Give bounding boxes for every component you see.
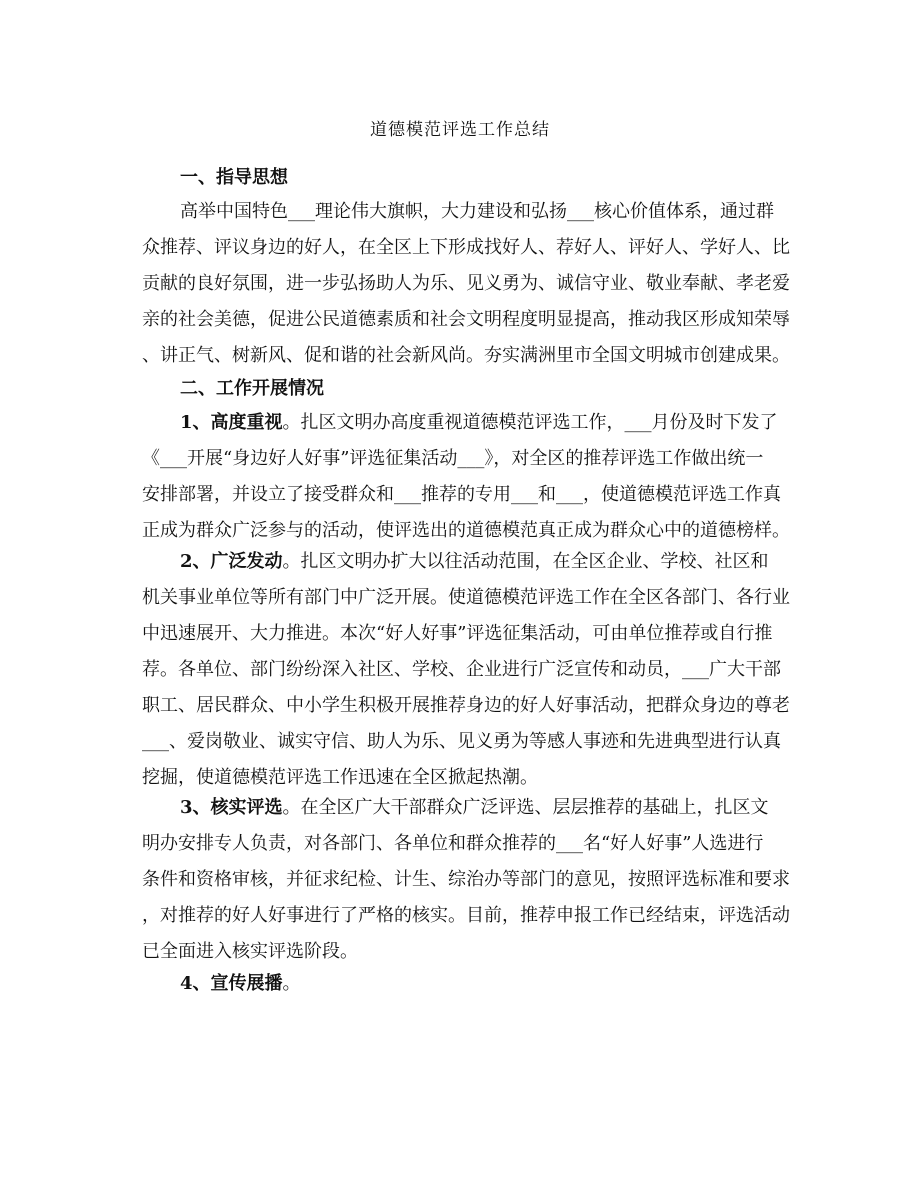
paragraph-line <box>142 544 792 580</box>
paragraph-line: 中迅速展开、大力推进。本次“好人好事”评选征集活动，可由单位推荐或自行推 <box>142 623 773 644</box>
paragraph-line: 《___开展“身边好人好事”评选征集活动___》，对全区的推荐评选工作做出统一 <box>142 448 764 469</box>
paragraph-line: 职工、居民群众、中小学生积极开展推荐身边的好人好事活动，把群众身边的尊老 <box>142 695 790 716</box>
paragraph-line: ，对推荐的好人好事进行了严格的核实。目前，推荐申报工作已经结束，评选活动 <box>142 905 790 926</box>
paragraph-line: 机关事业单位等所有部门中广泛开展。使道德模范评选工作在全区各部门、各行业 <box>142 587 790 608</box>
item2-paragraph <box>142 544 792 796</box>
paragraph-line: 安排部署，并设立了接受群众和___推荐的专用___和___，使道德模范评选工作真 <box>142 484 781 505</box>
item-text: 。扎区文明办扩大以往活动范围，在全区企业、学校、社区和 <box>282 551 769 572</box>
paragraph-line: 贡献的良好氛围，进一步弘扬助人为乐、见义勇为、诚信守业、敬业奉献、孝老爱 <box>142 273 790 294</box>
item-lead: 1、高度重视 <box>180 412 283 433</box>
item-lead: 2、广泛发动 <box>180 551 283 572</box>
paragraph-line: 高举中国特色___理论伟大旗帜，大力建设和弘扬___核心价值体系，通过群 <box>180 201 774 222</box>
paragraph-line: 已全面进入核实评选阶段。 <box>142 941 358 962</box>
paragraph-line <box>142 790 792 826</box>
paragraph-line: 亲的社会美德，促进公民道德素质和社会文明程度明显提高，推动我区形成知荣辱 <box>142 309 790 330</box>
item-lead: 4、宣传展播 <box>180 973 283 994</box>
paragraph-line: 明办安排专人负责，对各部门、各单位和群众推荐的___名“好人好事”人选进行 <box>142 833 764 854</box>
paragraph-line <box>142 966 792 1002</box>
paragraph-line: 挖掘，使道德模范评选工作迅速在全区掀起热潮。 <box>142 767 538 788</box>
paragraph-line: 条件和资格审核，并征求纪检、计生、综治办等部门的意见，按照评选标准和要求 <box>142 869 790 890</box>
document-title: 道德模范评选工作总结 <box>370 120 550 140</box>
item-text: 。 <box>282 973 301 994</box>
item1-paragraph <box>142 405 792 549</box>
section1-paragraph <box>142 194 792 374</box>
section-heading-guiding-thought: 一、指导思想 <box>180 167 288 188</box>
item3-paragraph <box>142 790 792 970</box>
item-text: 。扎区文明办高度重视道德模范评选工作，___月份及时下发了 <box>282 412 778 433</box>
item4-paragraph <box>142 966 792 1002</box>
section-heading-work-progress: 二、工作开展情况 <box>180 378 324 399</box>
paragraph-line: 荐。各单位、部门纷纷深入社区、学校、企业进行广泛宣传和动员，___广大干部 <box>142 659 781 680</box>
paragraph-line: 、讲正气、树新风、促和谐的社会新风尚。夯实满洲里市全国文明城市创建成果。 <box>142 345 790 366</box>
paragraph-line: 正成为群众广泛参与的活动，使评选出的道德模范真正成为群众心中的道德榜样。 <box>142 520 790 541</box>
paragraph-line <box>142 405 792 441</box>
item-lead: 3、核实评选 <box>180 797 283 818</box>
item-text: 。在全区广大干部群众广泛评选、层层推荐的基础上，扎区文 <box>282 797 769 818</box>
paragraph-line: 众推荐、评议身边的好人，在全区上下形成找好人、荐好人、评好人、学好人、比 <box>142 237 790 258</box>
paragraph-line: ___、爱岗敬业、诚实守信、助人为乐、见义勇为等感人事迹和先进典型进行认真 <box>142 731 781 752</box>
